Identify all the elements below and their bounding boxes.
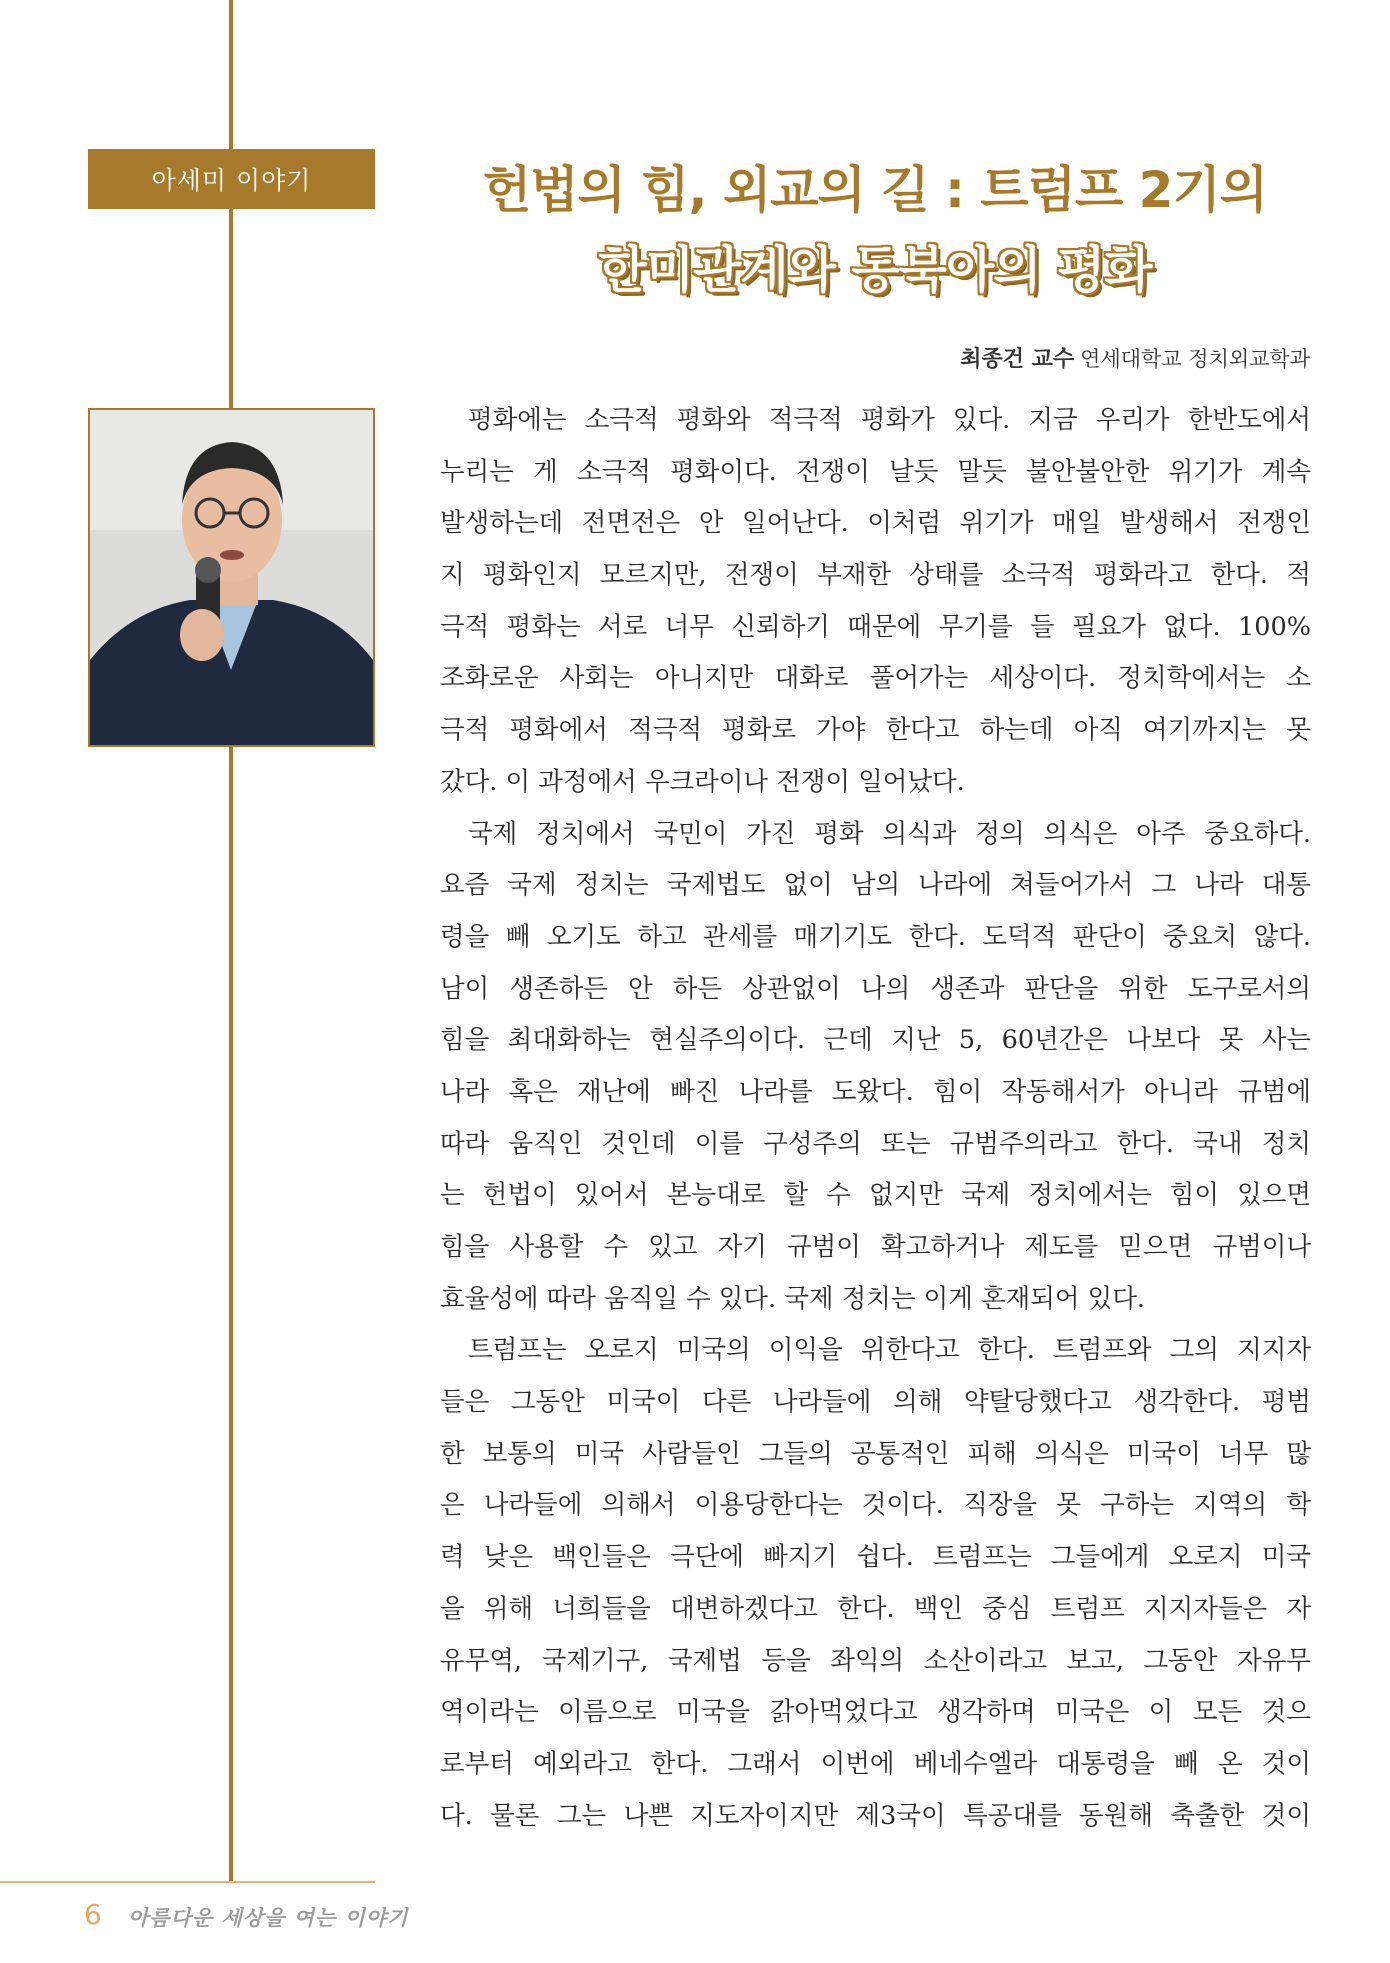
body-line: 평화에는 소극적 평화와 적극적 평화가 있다. 지금 우리가 한반도에서 bbox=[468, 405, 1311, 435]
body-line: 힘을 최대화하는 현실주의이다. 근데 지난 5, 60년간은 나보다 못 사는 bbox=[440, 1025, 1311, 1056]
author-affiliation: 연세대학교 정치외교학과 bbox=[1080, 347, 1310, 371]
body-line: 한 보통의 미국 사람들인 그들의 공통적인 피해 의식은 미국이 너무 많 bbox=[440, 1438, 1311, 1469]
body-line: 령을 빼 오기도 하고 관세를 매기기도 한다. 도덕적 판단이 중요치 않다. bbox=[440, 921, 1311, 952]
body-line: 갔다. 이 과정에서 우크라이나 전쟁이 일어났다. bbox=[440, 766, 965, 797]
author-name: 최종건 교수 bbox=[960, 347, 1075, 372]
body-line: 지 평화인지 모르지만, 전쟁이 부재한 상태를 소극적 평화라고 한다. 적 bbox=[440, 560, 1311, 591]
body-line: 요즘 국제 정치는 국제법도 없이 남의 나라에 쳐들어가서 그 나라 대통 bbox=[440, 870, 1311, 901]
body-line: 력 낮은 백인들은 극단에 빠지기 쉽다. 트럼프는 그들에게 오로지 미국 bbox=[440, 1542, 1311, 1573]
article-title-line2: 한미관계와 동북아의 평화 bbox=[598, 241, 1152, 299]
body-line: 발생하는데 전면전은 안 일어난다. 이처럼 위기가 매일 발생해서 전쟁인 bbox=[440, 508, 1311, 539]
body-line: 유무역, 국제기구, 국제법 등을 좌익의 소산이라고 보고, 그동안 자유무 bbox=[440, 1645, 1311, 1676]
article-title-line1: 헌법의 힘, 외교의 길 : 트럼프 2기의 bbox=[482, 161, 1268, 219]
body-line: 들은 그동안 미국이 다른 나라들에 의해 약탈당했다고 생각한다. 평범 bbox=[440, 1387, 1311, 1418]
body-line: 따라 움직인 것인데 이를 구성주의 또는 규범주의라고 한다. 국내 정치 bbox=[440, 1128, 1311, 1159]
body-line: 나라 혹은 재난에 빠진 나라를 도왔다. 힘이 작동해서가 아니라 규범에 bbox=[440, 1076, 1311, 1107]
body-line: 다. 물론 그는 나쁜 지도자이지만 제3국이 특공대를 동원해 축출한 것이 bbox=[440, 1800, 1311, 1831]
body-line: 역이라는 이름으로 미국을 갉아먹었다고 생각하며 미국은 이 모든 것으 bbox=[440, 1697, 1311, 1728]
body-line: 로부터 예외라고 한다. 그래서 이번에 베네수엘라 대통령을 빼 온 것이 bbox=[440, 1748, 1311, 1779]
body-line: 남이 생존하든 안 하든 상관없이 나의 생존과 판단을 위한 도구로서의 bbox=[440, 973, 1311, 1004]
body-line: 힘을 사용할 수 있고 자기 규범이 확고하거나 제도를 믿으면 규범이나 bbox=[440, 1232, 1311, 1262]
body-line: 국제 정치에서 국민이 가진 평화 의식과 정의 의식은 아주 중요하다. bbox=[468, 818, 1311, 849]
body-line: 트럼프는 오로지 미국의 이익을 위한다고 한다. 트럼프와 그의 지지자 bbox=[468, 1335, 1311, 1366]
body-line: 극적 평화는 서로 너무 신뢰하기 때문에 무기를 들 필요가 없다. 100% bbox=[440, 611, 1311, 642]
body-line: 을 위해 너희들을 대변하겠다고 한다. 백인 중심 트럼프 지지자들은 자 bbox=[440, 1593, 1311, 1624]
footer-rule bbox=[0, 1881, 375, 1883]
page-number: 6 bbox=[84, 1898, 102, 1931]
body-line: 누리는 게 소극적 평화이다. 전쟁이 날듯 말듯 불안불안한 위기가 계속 bbox=[440, 456, 1311, 487]
body-line: 효율성에 따라 움직일 수 있다. 국제 정치는 이게 혼재되어 있다. bbox=[440, 1283, 1145, 1314]
body-line: 은 나라들에 의해서 이용당한다는 것이다. 직장을 못 구하는 지역의 학 bbox=[440, 1490, 1311, 1521]
magazine-title: 아름다운 세상을 여는 이야기 bbox=[128, 1906, 409, 1930]
author-photo bbox=[88, 408, 375, 747]
body-line: 조화로운 사회는 아니지만 대화로 풀어가는 세상이다. 정치학에서는 소 bbox=[440, 663, 1311, 694]
author-byline bbox=[960, 342, 1310, 373]
section-label: 아세미 이야기 bbox=[88, 149, 375, 209]
article-body bbox=[440, 395, 1311, 1842]
vertical-divider bbox=[229, 0, 233, 1881]
body-line: 는 헌법이 있어서 본능대로 할 수 없지만 국제 정치에서는 힘이 있으면 bbox=[440, 1180, 1311, 1211]
body-line: 극적 평화에서 적극적 평화로 가야 한다고 하는데 아직 여기까지는 못 bbox=[440, 715, 1311, 746]
